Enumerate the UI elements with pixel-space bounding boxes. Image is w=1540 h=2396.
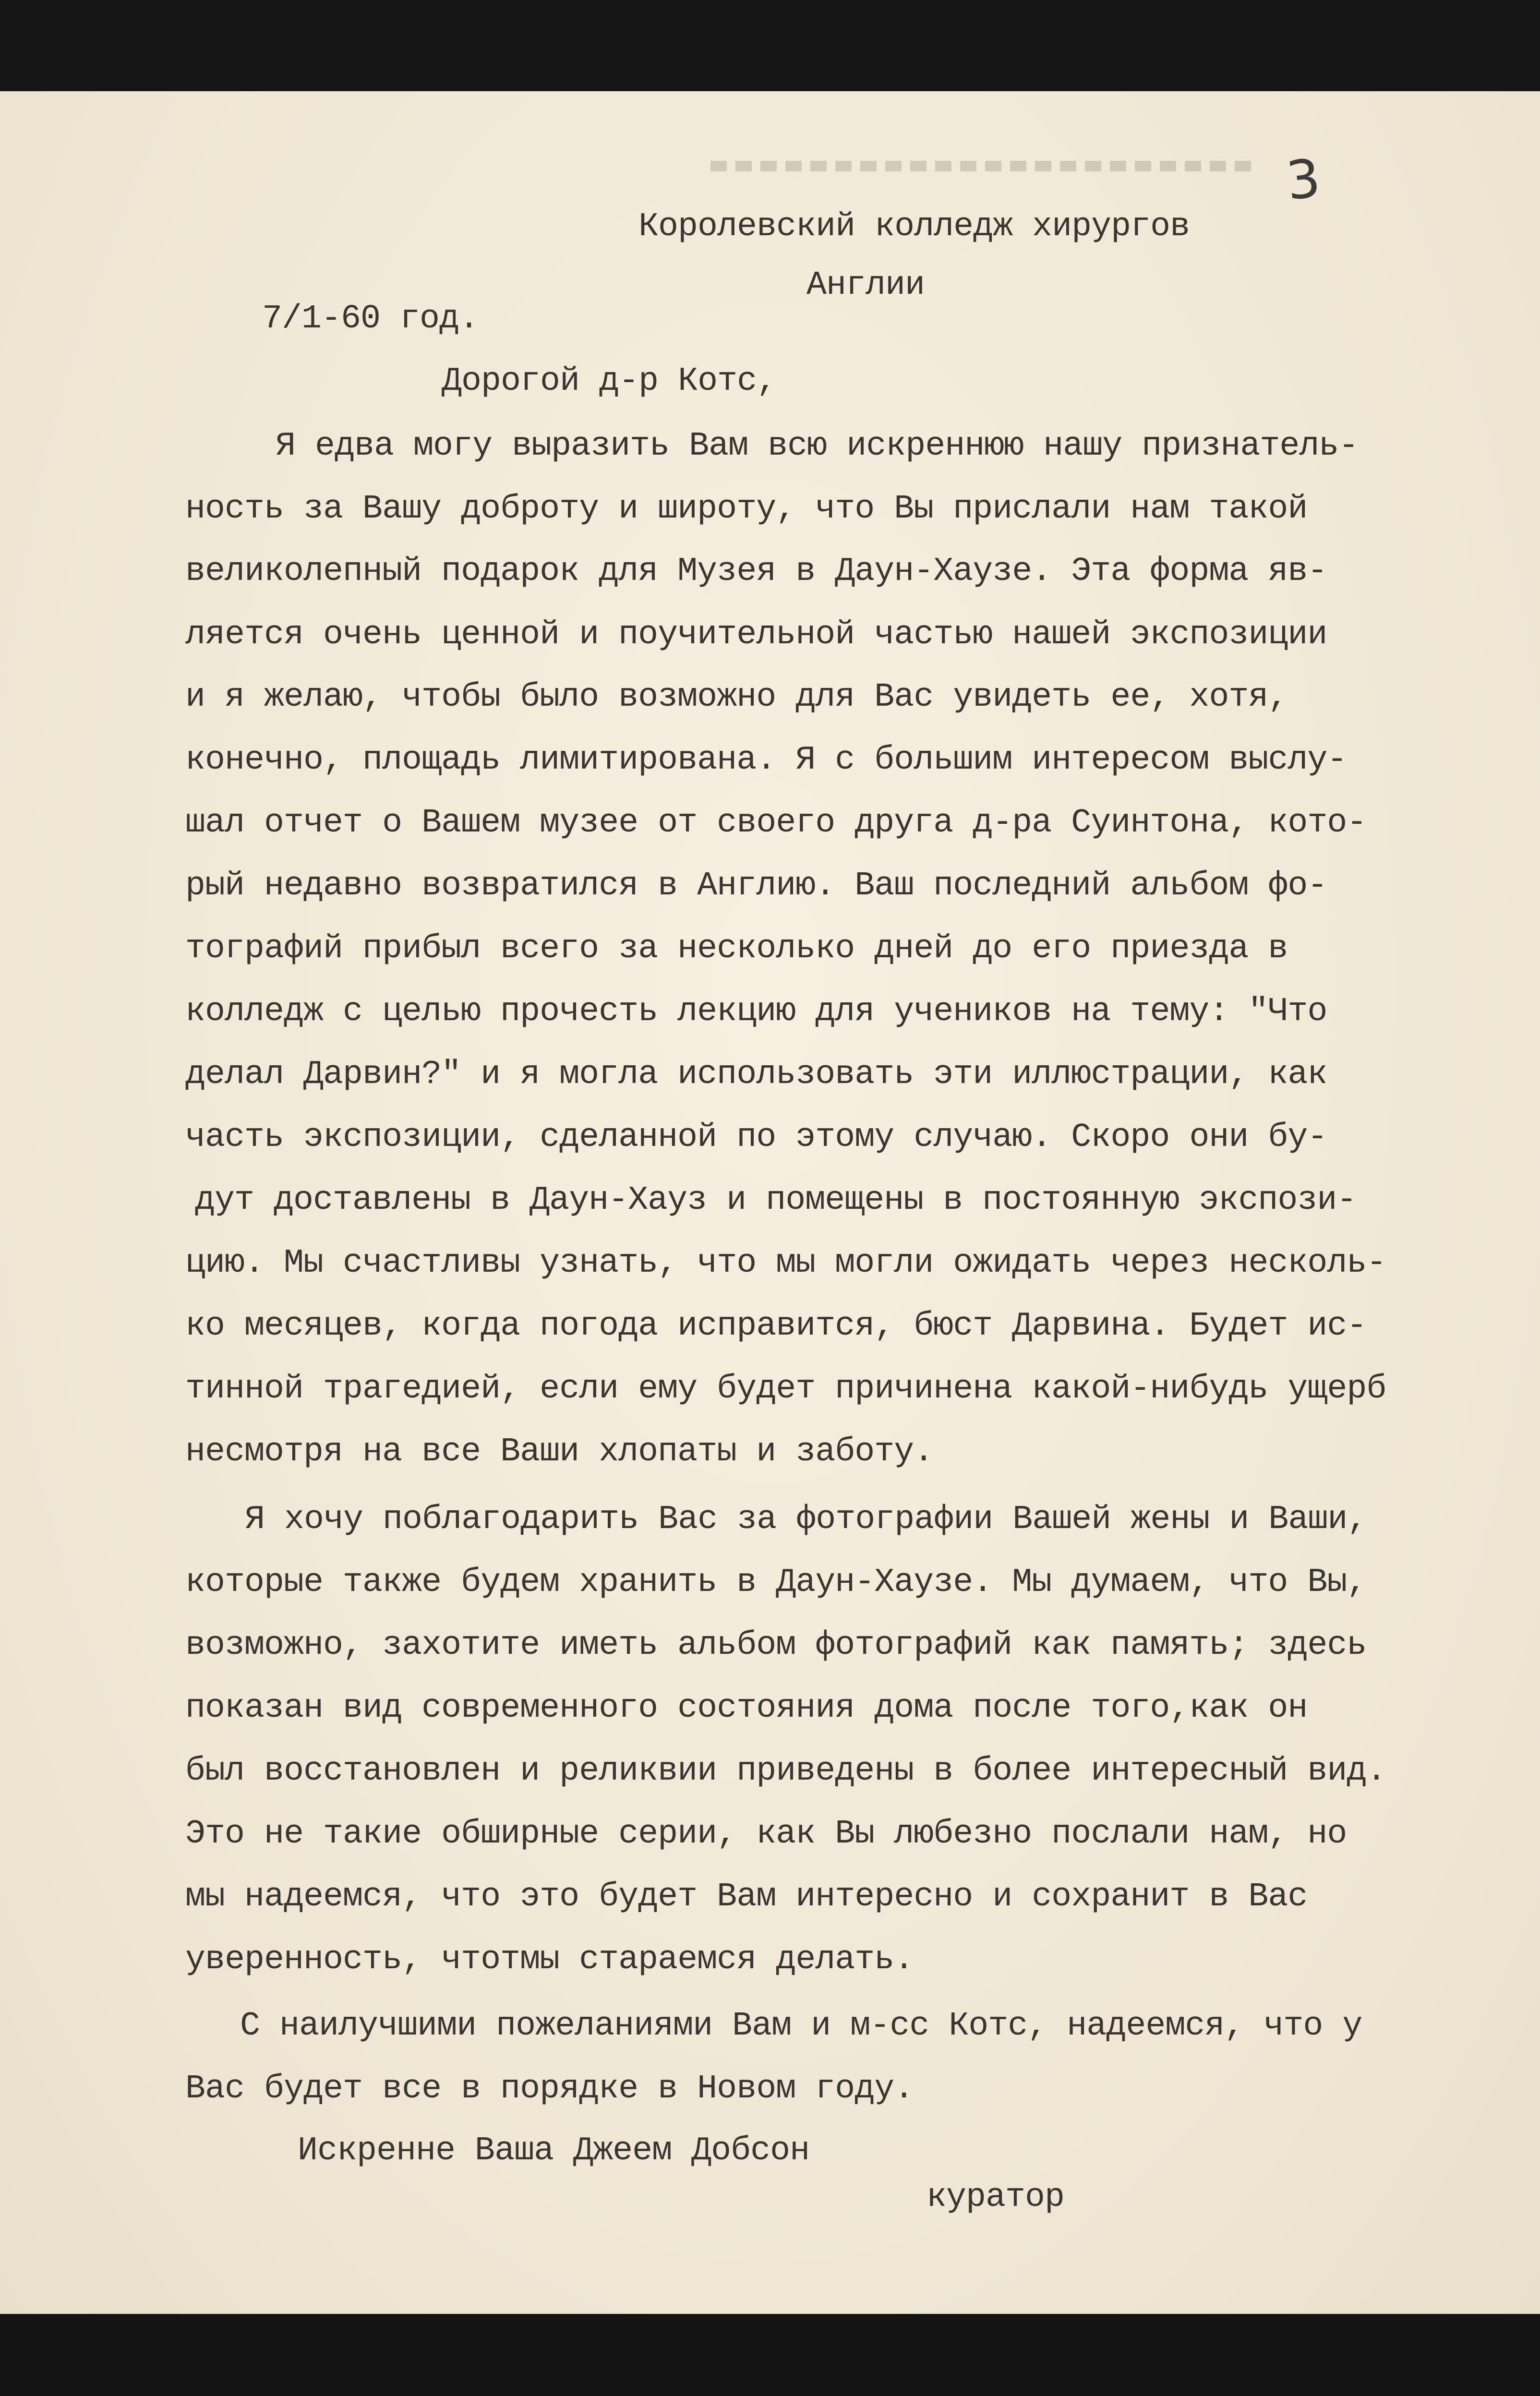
body-line: Это не такие обширные серии, как Вы любезно послали нам, но (185, 1815, 1347, 1853)
body-line: тографий прибыл всего за несколько дней до его приезда в (185, 930, 1288, 968)
body-line: несмотря на все Ваши хлопаты и заботу. (185, 1433, 934, 1471)
scan-border-top (0, 0, 1540, 91)
folio-number: 3 (1283, 147, 1323, 212)
body-line: дут доставлены в Даун-Хауз и помещены в постоянную экспози- (195, 1181, 1357, 1219)
body-line: ко месяцев, когда погода исправится, бюст Дарвина. Будет ис- (185, 1307, 1367, 1345)
body-line: шал отчет о Вашем музее от своего друга д-ра Суинтона, кото- (185, 804, 1367, 842)
letterhead-line-2: Англии (806, 266, 925, 304)
body-line: Я хочу поблагодарить Вас за фотографии Вашей жены и Ваши, (245, 1501, 1367, 1539)
body-line: тинной трагедией, если ему будет причинена какой-нибудь ущерб (185, 1370, 1386, 1408)
body-line: мы надеемся, что это будет Вам интересно и сохранит в Вас (185, 1878, 1308, 1916)
scan-border-bottom (0, 2314, 1540, 2396)
faded-typing-smudge (710, 161, 1253, 171)
body-line: возможно, захотите иметь альбом фотографий как память; здесь (185, 1626, 1367, 1664)
body-line: которые также будем хранить в Даун-Хаузе. Мы думаем, что Вы, (185, 1564, 1367, 1601)
body-line: ляется очень ценной и поучительной частью нашей экспозиции (185, 616, 1327, 654)
letter-date: 7/1-60 год. (262, 300, 479, 338)
body-line: великолепный подарок для Музея в Даун-Хаузе. Эта форма яв- (185, 553, 1327, 590)
body-line: часть экспозиции, сделанной по этому случаю. Скоро они бу- (185, 1119, 1327, 1156)
body-line: был восстановлен и реликвии приведены в более интересный вид. (185, 1752, 1386, 1790)
salutation: Дорогой д-р Котс, (442, 362, 777, 400)
document-page (0, 91, 1540, 2314)
closing: Искренне Ваша Джеем Добсон (298, 2132, 810, 2170)
body-line: конечно, площадь лимитирована. Я с большим интересом выслу- (185, 741, 1347, 779)
body-line: рый недавно возвратился в Англию. Ваш последний альбом фо- (185, 867, 1327, 905)
body-line: уверенность, чтотмы стараемся делать. (185, 1941, 914, 1979)
body-line: ность за Вашу доброту и широту, что Вы прислали нам такой (185, 490, 1308, 528)
body-line: Вас будет все в порядке в Новом году. (185, 2070, 914, 2108)
body-line: колледж с целью прочесть лекцию для учеников на тему: "Что (185, 993, 1327, 1031)
body-line: и я желаю, чтобы было возможно для Вас увидеть ее, хотя, (185, 678, 1288, 716)
body-line: показан вид современного состояния дома после того,как он (185, 1689, 1308, 1727)
body-line: цию. Мы счастливы узнать, что мы могли ожидать через несколь- (185, 1244, 1386, 1282)
signature-title: куратор (926, 2179, 1065, 2216)
letterhead-line-1: Королевский колледж хирургов (638, 208, 1190, 246)
body-line: Я едва могу выразить Вам всю искреннюю нашу признатель- (276, 427, 1359, 465)
body-line: С наилучшими пожеланиями Вам и м-сс Котс, надеемся, что у (240, 2007, 1362, 2045)
body-line: делал Дарвин?" и я могла использовать эти иллюстрации, как (185, 1056, 1327, 1094)
